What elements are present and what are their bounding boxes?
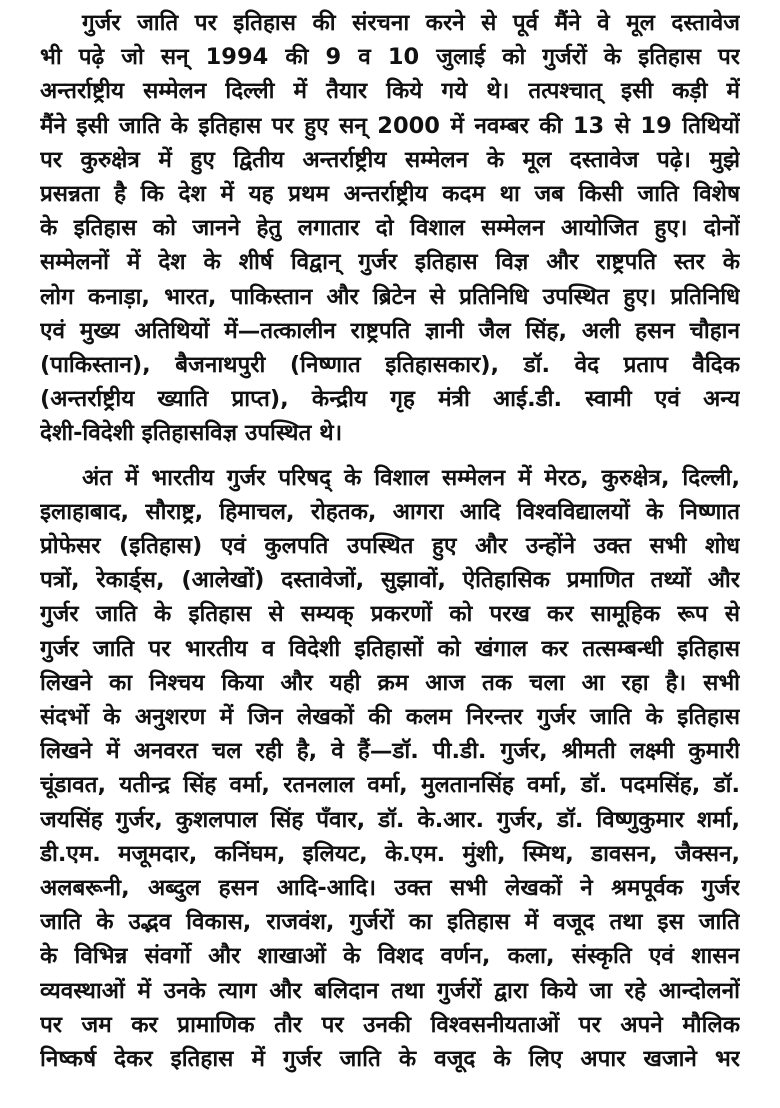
text-line: संदर्भो के अनुशरण में जिन लेखकों की कलम निरन्तर गुर्जर जाति के इतिहास bbox=[40, 704, 740, 731]
text-line: अन्तर्राष्ट्रीय सम्मेलन दिल्ली में तैयार किये गये थे। तत्पश्चात् इसी कड़ी में bbox=[40, 78, 740, 105]
text-line: लिखने का निश्चय किया और यही क्रम आज तक चला आ रहा है। सभी bbox=[40, 669, 740, 696]
text-line: डी.एम. मजूमदार, कनिंघम, इलियट, के.एम. मुंशी, स्मिथ, डावसन, जैक्सन, bbox=[40, 840, 740, 867]
paragraph-1 bbox=[40, 6, 740, 451]
text-line: (पाकिस्तान), बैजनाथपुरी (निष्णात इतिहासकार), डॉ. वेद प्रताप वैदिक bbox=[40, 352, 740, 379]
text-line: चूंडावत, यतीन्द्र सिंह वर्मा, रतनलाल वर्मा, मुलतानसिंह वर्मा, डॉ. पदमसिंह, डॉ. bbox=[40, 772, 740, 799]
document-body bbox=[40, 6, 740, 1076]
text-line: पर कुरुक्षेत्र में हुए द्वितीय अन्तर्राष्ट्रीय सम्मेलन के मूल दस्तावेज पढ़े। मुझे bbox=[40, 146, 740, 173]
paragraph-2 bbox=[40, 461, 740, 1077]
document-page bbox=[40, 6, 740, 1076]
text-line: निष्कर्ष देकर इतिहास में गुर्जर जाति के वजूद के लिए अपार खजाने भर bbox=[40, 1046, 740, 1073]
text-line: गुर्जर जाति पर भारतीय व विदेशी इतिहासों को खंगाल कर तत्सम्बन्धी इतिहास bbox=[40, 635, 740, 662]
text-line: अंत में भारतीय गुर्जर परिषद् के विशाल सम्मेलन में मेरठ, कुरुक्षेत्र, दिल्ली, bbox=[82, 464, 740, 491]
text-line: देशी-विदेशी इतिहासविज्ञ उपस्थित थे। bbox=[40, 420, 343, 447]
text-line: प्रोफेसर (इतिहास) एवं कुलपति उपस्थित हुए और उन्होंने उक्त सभी शोध bbox=[40, 533, 740, 560]
text-line: जाति के उद्भव विकास, राजवंश, गुर्जरों का इतिहास में वजूद तथा इस जाति bbox=[40, 909, 740, 936]
text-line: एवं मुख्य अतिथियों में—तत्कालीन राष्ट्रपति ज्ञानी जैल सिंह, अली हसन चौहान bbox=[40, 317, 740, 344]
text-line: लिखने में अनवरत चल रही है, वे हैं—डॉ. पी.डी. गुर्जर, श्रीमती लक्ष्मी कुमारी bbox=[40, 738, 740, 765]
text-line: के इतिहास को जानने हेतु लगातार दो विशाल सम्मेलन आयोजित हुए। दोनों bbox=[40, 215, 740, 242]
text-line: के विभिन्न संवर्गो और शाखाओं के विशद वर्णन, कला, संस्कृति एवं शासन bbox=[40, 943, 740, 970]
text-line: जयसिंह गुर्जर, कुशलपाल सिंह पँवार, डॉ. के.आर. गुर्जर, डॉ. विष्णुकुमार शर्मा, bbox=[40, 806, 740, 833]
text-line: (अन्तर्राष्ट्रीय ख्याति प्राप्त), केन्द्रीय गृह मंत्री आई.डी. स्वामी एवं अन्य bbox=[40, 386, 740, 413]
text-line: इलाहाबाद, सौराष्ट्र, हिमाचल, रोहतक, आगरा आदि विश्वविद्यालयों के निष्णात bbox=[40, 498, 740, 525]
text-line: पत्रों, रेकार्ड्स, (आलेखों) दस्तावेजों, सुझावों, ऐतिहासिक प्रमाणित तथ्यों और bbox=[40, 567, 740, 594]
text-line: गुर्जर जाति पर इतिहास की संरचना करने से पूर्व मैंने वे मूल दस्तावेज bbox=[82, 10, 740, 36]
text-line: भी पढ़े जो सन् 1994 की 9 व 10 जुलाई को गुर्जरों के इतिहास पर bbox=[40, 44, 740, 71]
text-line: व्यवस्थाओं में उनके त्याग और बलिदान तथा गुर्जरों द्वारा किये जा रहे आन्दोलनों bbox=[40, 977, 740, 1004]
text-line: सम्मेलनों में देश के शीर्ष विद्वान् गुर्जर इतिहास विज्ञ और राष्ट्रपति स्तर के bbox=[40, 249, 740, 276]
text-line: प्रसन्नता है कि देश में यह प्रथम अन्तर्राष्ट्रीय कदम था जब किसी जाति विशेष bbox=[40, 181, 740, 208]
text-line: मैंने इसी जाति के इतिहास पर हुए सन् 2000 में नवम्बर की 13 से 19 तिथियों bbox=[40, 112, 740, 139]
text-line: अलबरूनी, अब्दुल हसन आदि-आदि। उक्त सभी लेखकों ने श्रमपूर्वक गुर्जर bbox=[40, 875, 740, 902]
text-line: पर जम कर प्रामाणिक तौर पर उनकी विश्वसनीयताओं पर अपने मौलिक bbox=[40, 1011, 740, 1038]
text-line: लोग कनाड़ा, भारत, पाकिस्तान और ब्रिटेन से प्रतिनिधि उपस्थित हुए। प्रतिनिधि bbox=[40, 283, 740, 310]
text-line: गुर्जर जाति के इतिहास से सम्यक् प्रकरणों को परख कर सामूहिक रूप से bbox=[40, 601, 740, 628]
